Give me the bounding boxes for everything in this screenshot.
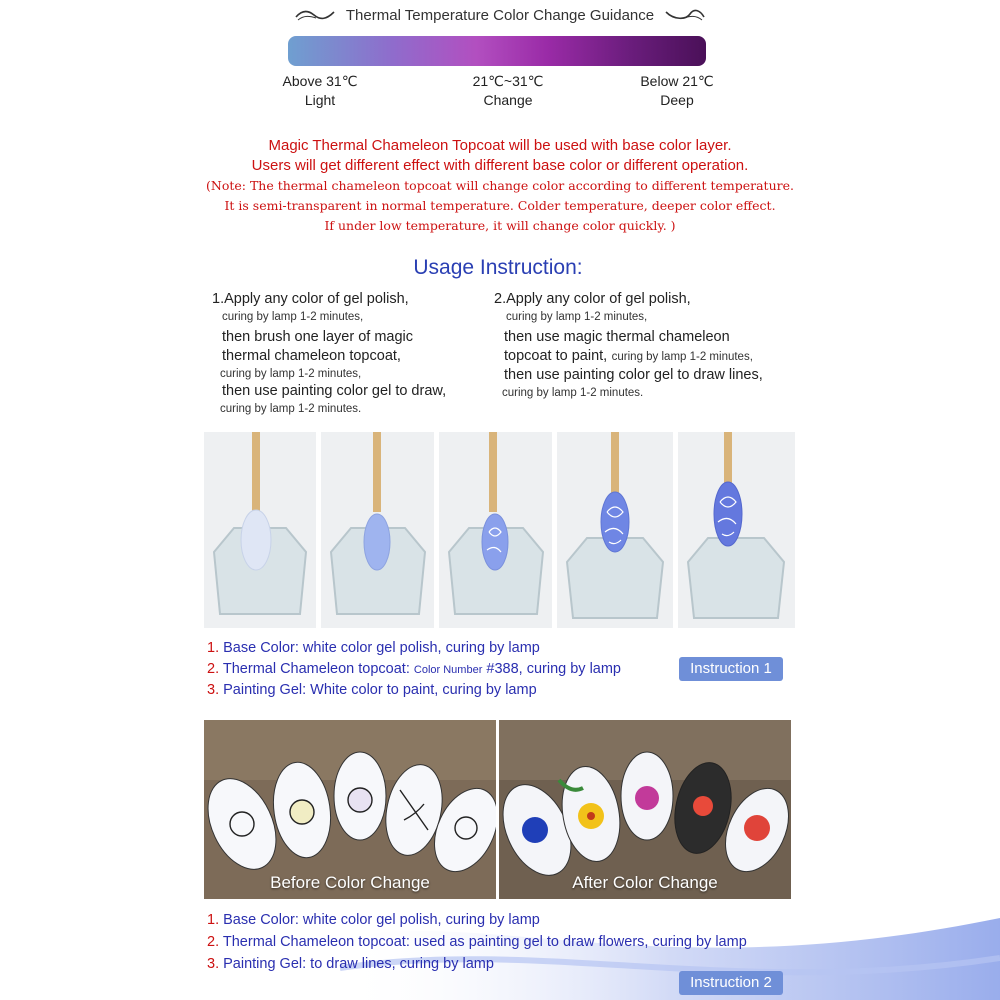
temp-label-change: 21℃~31℃ Change <box>472 73 544 108</box>
swirl-ornament-right-icon <box>664 8 706 22</box>
method-2-cure-1: curing by lamp 1-2 minutes, <box>506 311 648 323</box>
after-color-change-panel <box>499 720 791 899</box>
instruction-2-item-3: 3. Painting Gel: to draw lines, curing by lamp <box>207 956 494 972</box>
method-1-cure-2: curing by lamp 1-2 minutes, <box>220 368 362 380</box>
method-2-line-1: 2.Apply any color of gel polish, <box>494 291 691 307</box>
method-1-line-1: 1.Apply any color of gel polish, <box>212 291 409 307</box>
step-photo-5 <box>678 432 795 628</box>
temp-label-deep: Below 21℃ Deep <box>640 73 714 108</box>
note-line-3: If under low temperature, it will change color quickly. ) <box>324 218 676 233</box>
instruction-1-item-1: 1. Base Color: white color gel polish, curing by lamp <box>207 640 540 656</box>
after-caption: After Color Change <box>572 873 718 892</box>
method-1-line-2: then brush one layer of magic <box>222 329 414 345</box>
note-line-1: (Note: The thermal chameleon topcoat will change color according to different temperature. <box>206 178 794 193</box>
temp-label-light: Above 31℃ Light <box>282 73 358 108</box>
before-color-change-panel <box>204 720 496 899</box>
guidance-title: Thermal Temperature Color Change Guidance <box>345 6 655 24</box>
note-main-line-2: Users will get different effect with different base color or different operation. <box>251 157 749 174</box>
method-2 <box>494 290 794 401</box>
method-1-line-3: thermal chameleon topcoat, <box>222 348 401 364</box>
method-1-cure-1: curing by lamp 1-2 minutes, <box>222 311 364 323</box>
method-1 <box>212 290 502 417</box>
swirl-ornament-left-icon <box>294 8 336 22</box>
temperature-gradient-bar <box>288 36 706 66</box>
step-photo-4 <box>557 432 673 628</box>
method-2-line-3: topcoat to paint, <box>504 348 608 364</box>
step-photo-3 <box>439 432 552 628</box>
guidance-header <box>0 4 1000 26</box>
instruction-1-item-3: 3. Painting Gel: White color to paint, curing by lamp <box>207 682 537 698</box>
note-main-line-1: Magic Thermal Chameleon Topcoat will be used with base color layer. <box>268 137 732 154</box>
instruction-2-item-1: 1. Base Color: white color gel polish, curing by lamp <box>207 912 540 928</box>
usage-title: Usage Instruction: <box>413 256 583 279</box>
instruction-1-badge: Instruction 1 <box>679 657 783 681</box>
instruction-2-item-2: 2. Thermal Chameleon topcoat: used as painting gel to draw flowers, curing by lamp <box>207 934 747 950</box>
step-photo-1 <box>204 432 316 628</box>
method-2-line-4: then use painting color gel to draw lines, <box>504 367 763 383</box>
method-2-cure-3: curing by lamp 1-2 minutes. <box>502 387 644 399</box>
instruction-1-item-2: 2. Thermal Chameleon topcoat: Color Number #388, curing by lamp <box>207 661 621 677</box>
instruction-2-badge: Instruction 2 <box>679 971 783 995</box>
step-photo-2 <box>321 432 434 628</box>
note-line-2: It is semi-transparent in normal temperature. Colder temperature, deeper color effect. <box>224 198 776 213</box>
method-2-line-2: then use magic thermal chameleon <box>504 329 730 345</box>
method-1-line-4: then use painting color gel to draw, <box>222 383 447 399</box>
before-caption: Before Color Change <box>270 873 430 892</box>
method-1-cure-3: curing by lamp 1-2 minutes. <box>220 403 362 415</box>
method-2-cure-2: curing by lamp 1-2 minutes, <box>611 351 753 363</box>
